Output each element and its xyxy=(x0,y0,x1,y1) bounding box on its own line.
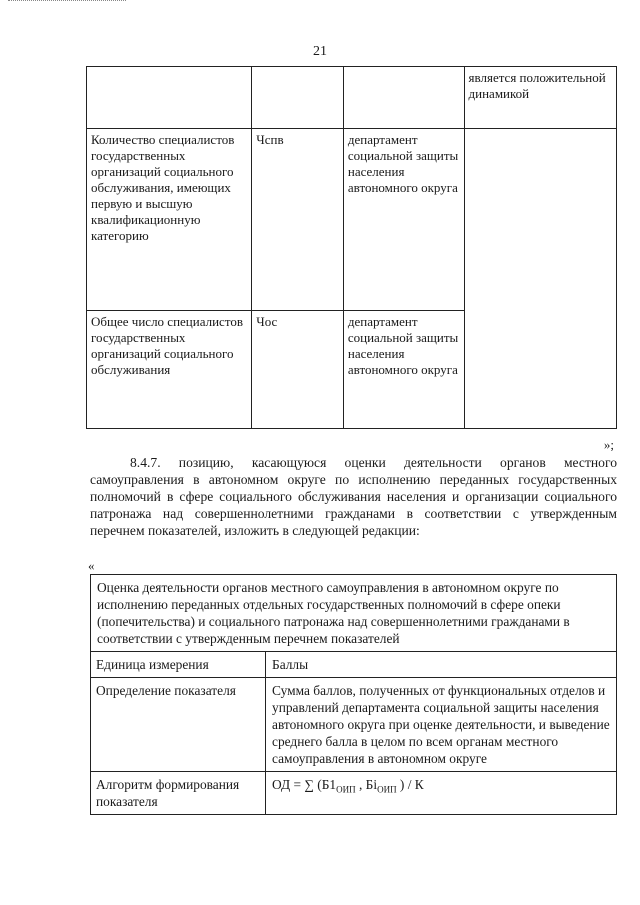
definition-value: Сумма баллов, полученных от функциональных отделов и управлений департамента социальной защиты населения автономного округа при оценке деятельности, и выведение среднего балла в целом по всем органам местного самоуправления в автономном округе xyxy=(266,678,617,772)
table-row xyxy=(91,772,617,815)
unit-value: Баллы xyxy=(266,652,617,678)
page-number: 21 xyxy=(313,44,327,59)
unit-label: Единица измерения xyxy=(91,652,266,678)
cell-responsible: департамент социальной защиты населения автономного округа xyxy=(343,311,464,429)
paragraph-text: 8.4.7. позицию, касающуюся оценки деятельности органов местного самоуправления в автономном округе по исполнению переданных государственных полномочий в сфере социального обслуживания населения и организации социального патронажа над совершеннолетними гражданами в соответствии с утвержденным перечнем показателей, изложить в следующей редакции: xyxy=(90,455,617,538)
cell-code xyxy=(252,67,344,129)
indicator-passport-table xyxy=(90,574,617,815)
table-row xyxy=(91,652,617,678)
amendment-paragraph xyxy=(90,454,617,539)
indicators-table xyxy=(86,66,617,429)
cell-note-merged xyxy=(464,129,616,429)
cell-name: Общее число специалистов государственных организаций социального обслуживания xyxy=(87,311,252,429)
indicator-title: Оценка деятельности органов местного самоуправления в автономном округе по исполнению переданных отдельных государственных полномочий в сфере опеки (попечительства) и социального патронажа над совершеннолетними гражданами в соответствии с утвержденным перечнем показателей xyxy=(91,575,617,652)
scan-artifact xyxy=(8,0,126,4)
algorithm-label: Алгоритм формирования показателя xyxy=(91,772,266,815)
table-row xyxy=(91,678,617,772)
cell-name xyxy=(87,67,252,129)
formula xyxy=(266,772,617,815)
table-row xyxy=(87,67,617,129)
definition-label: Определение показателя xyxy=(91,678,266,772)
cell-code: Чос xyxy=(252,311,344,429)
cell-name: Количество специалистов государственных организаций социального обслуживания, имеющих первую и высшую квалификационную категорию xyxy=(87,129,252,311)
cell-code: Чспв xyxy=(252,129,344,311)
formula-rhs: ) / К xyxy=(396,777,424,792)
table-row xyxy=(87,129,617,311)
table-row xyxy=(91,575,617,652)
formula-sub2: ОИП xyxy=(377,784,397,795)
formula-sub1: ОИП xyxy=(336,784,356,795)
cell-responsible xyxy=(343,67,464,129)
opening-quote: « xyxy=(88,558,95,573)
formula-lhs: ОД = ∑ (Б1 xyxy=(272,777,337,792)
cell-responsible: департамент социальной защиты населения автономного округа xyxy=(343,129,464,311)
closing-quote: »; xyxy=(603,437,614,452)
cell-note: является положительной динамикой xyxy=(464,67,616,129)
formula-mid: , Бi xyxy=(355,777,378,792)
